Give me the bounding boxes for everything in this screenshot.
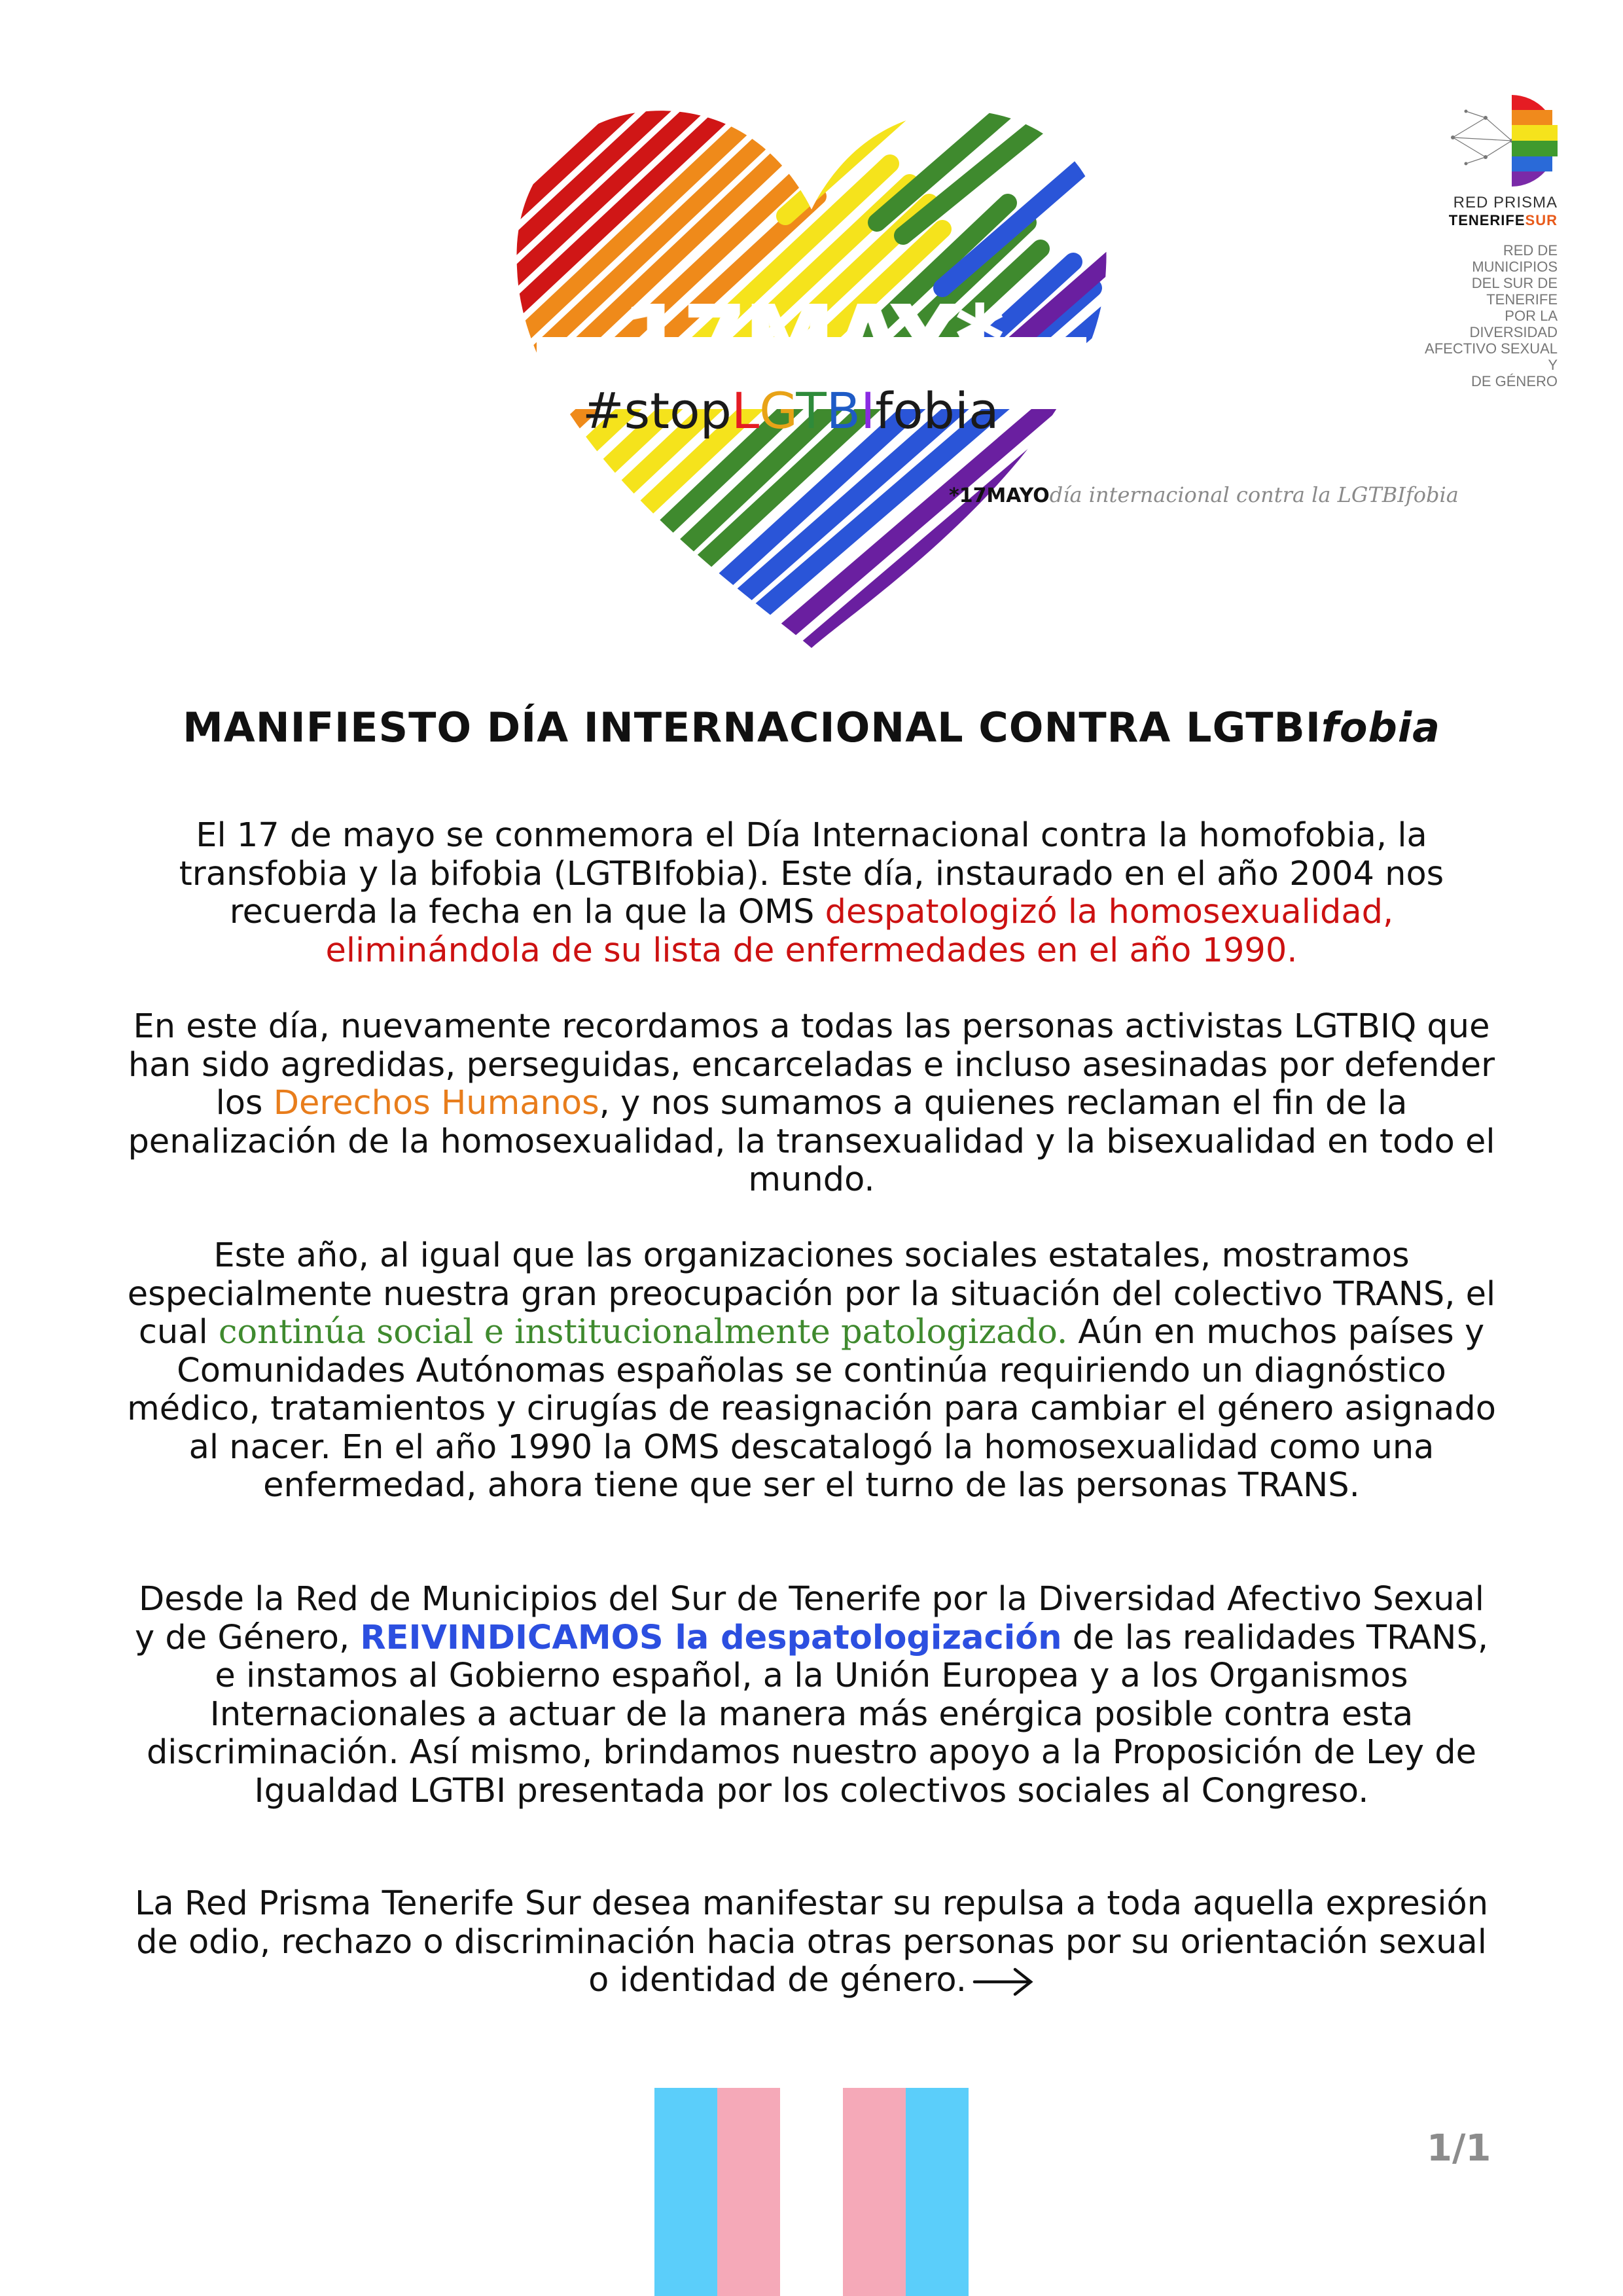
trans-flag-stripe-blue-1 [654,2088,717,2296]
trans-flag-stripe-blue-2 [906,2088,969,2296]
paragraph-5: La Red Prisma Tenerife Sur desea manifestar su repulsa a toda aquella expresión de odio, rechazo o discriminación hacia otras personas por su orientación sexual o identidad de género. [134,1884,1489,2000]
page-title: MANIFIESTO DÍA INTERNACIONAL CONTRA LGTBIfobia [183,704,1440,751]
trans-flag-stripe-white [780,2088,843,2296]
trans-flag-stripe-pink-2 [843,2088,906,2296]
page-number: 1/1 [1427,2127,1491,2170]
paragraph-4: Desde la Red de Municipios del Sur de Tenerife por la Diversidad Afectivo Sexual y de Género, REIVINDICAMOS la despatologización de las realidades TRANS, e instamos al Gobierno español, a la Unión Europea y a los Organismos Internacionales a actuar de la manera más enérgica posible contra esta discriminación. Así mismo, brindamos nuestro apoyo a la Proposición de Ley de Igualdad LGTBI presentada por los colectivos sociales al Congreso. [134,1580,1489,1810]
paragraph-1: El 17 de mayo se conmemora el Día Internacional contra la homofobia, la transfobia y la bifobia (LGTBIfobia). Este día, instaurado en el año 2004 nos recuerda la fecha en la que la OMS despatologizó la homosexualidad, eliminándola de su lista de enfermedades en el año 1990. [179,816,1444,970]
highlight-green: continúa social e institucionalmente patologizado. [218,1313,1068,1352]
highlight-blue: REIVINDICAMOS la despatologización [360,1618,1062,1657]
red-prisma-logo [1414,92,1558,389]
rainbow-heart-graphic [484,79,1459,668]
hero-hashtag: #stopLGTBIfobia [582,382,999,440]
hero-caption [949,484,1459,506]
logo-name-line2: TENERIFESUR [1448,212,1558,228]
paragraph-2: En este día, nuevamente recordamos a todas las personas activistas LGTBIQ que han sido agredidas, perseguidas, encarceladas e incluso asesinadas por defender los Derechos Humanos, y nos sumamos a quienes reclaman el fin de la penalización de la homosexualidad, la transexualidad y la bisexualidad en todo el mundo. [128,1007,1495,1199]
trans-flag-stripe-pink-1 [717,2088,780,2296]
highlight-red: despatologizó la homosexualidad, eliminándola de su lista de enfermedades en el año 1990. [325,893,1394,970]
hero-date-text: 17MAY* [622,287,1001,393]
caption-italic: día internacional contra la LGTBIfobia [1049,482,1459,507]
caption-bold: *17MAYO [949,484,1050,507]
highlight-orange: Derechos Humanos [273,1084,599,1122]
logo-name-line1: RED PRISMA [1453,194,1558,211]
arrow-right-icon [972,1965,1035,1998]
prisma-rainbow-logo-icon [1446,92,1558,190]
paragraph-3: Este año, al igual que las organizaciones sociales estatales, mostramos especialmente nuestra gran preocupación por la situación del colectivo TRANS, el cual continúa social e institucionalmente patologizado. Aún en muchos países y Comunidades Autónomas españolas se continúa requiriendo un diagnóstico médico, tratamientos y cirugías de reasignación para cambiar el género asignado al nacer. En el año 1990 la OMS descatalogó la homosexualidad como una enfermedad, ahora tiene que ser el turno de las personas TRANS. [127,1236,1496,1505]
logo-tagline: RED DE MUNICIPIOS DEL SUR DE TENERIFE POR LA DIVERSIDAD AFECTIVO SEXUAL Y DE GÉNERO [1425,242,1558,389]
